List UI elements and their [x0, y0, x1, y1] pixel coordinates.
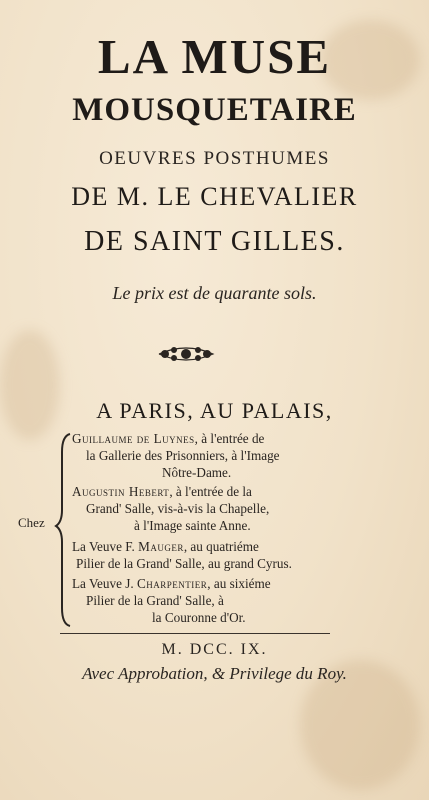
seller-address: à l'Image sainte Anne. — [134, 518, 251, 533]
title-line-2: MOUSQUETAIRE — [72, 92, 357, 128]
price-line: Le prix est de quarante sols. — [112, 283, 317, 303]
chez-label: Chez — [18, 515, 45, 530]
title-line-3: OEUVRES POSTHUMES — [99, 148, 330, 169]
seller-address: Nôtre-Dame. — [162, 465, 232, 480]
seller-hebert — [72, 483, 372, 534]
approbation-line: Avec Approbation, & Privilege du Roy. — [82, 664, 347, 683]
seller-address: la Couronne d'Or. — [152, 610, 246, 625]
seller-address: Pilier de la Grand' Salle, à — [86, 593, 224, 608]
seller-name: Guillaume de Luynes — [72, 431, 195, 446]
title-line-5: DE SAINT GILLES. — [84, 226, 345, 257]
seller-address: Grand' Salle, vis-à-vis la Chapelle, — [86, 501, 270, 516]
seller-address: la Gallerie des Prisonniers, à l'Image — [86, 448, 280, 463]
seller-address: , au sixiéme — [207, 576, 271, 591]
seller-prefix: La Veuve F. — [72, 539, 135, 554]
horizontal-rule — [60, 633, 330, 634]
seller-luynes — [72, 430, 372, 481]
seller-address: , à l'entrée de la — [169, 484, 252, 499]
title-line-1: LA MUSE — [97, 29, 332, 84]
seller-address: , à l'entrée de — [194, 431, 265, 446]
seller-address: Pilier de la Grand' Salle, au grand Cyrus. — [76, 556, 292, 571]
seller-prefix: La Veuve J. — [72, 576, 134, 591]
seller-address: , au quatriéme — [183, 539, 259, 554]
seller-name: Augustin Hebert — [72, 484, 170, 499]
publication-date: M. DCC. IX. — [161, 641, 268, 658]
title-line-4: DE M. LE CHEVALIER — [71, 182, 358, 211]
seller-name: Mauger — [138, 539, 184, 554]
seller-mauger — [72, 538, 372, 572]
seller-charpentier — [72, 575, 372, 626]
seller-name: Charpentier — [136, 576, 208, 591]
imprint-city: A PARIS, AU PALAIS, — [96, 398, 333, 423]
curly-brace-icon — [54, 430, 74, 630]
fleuron-icon — [157, 344, 215, 364]
